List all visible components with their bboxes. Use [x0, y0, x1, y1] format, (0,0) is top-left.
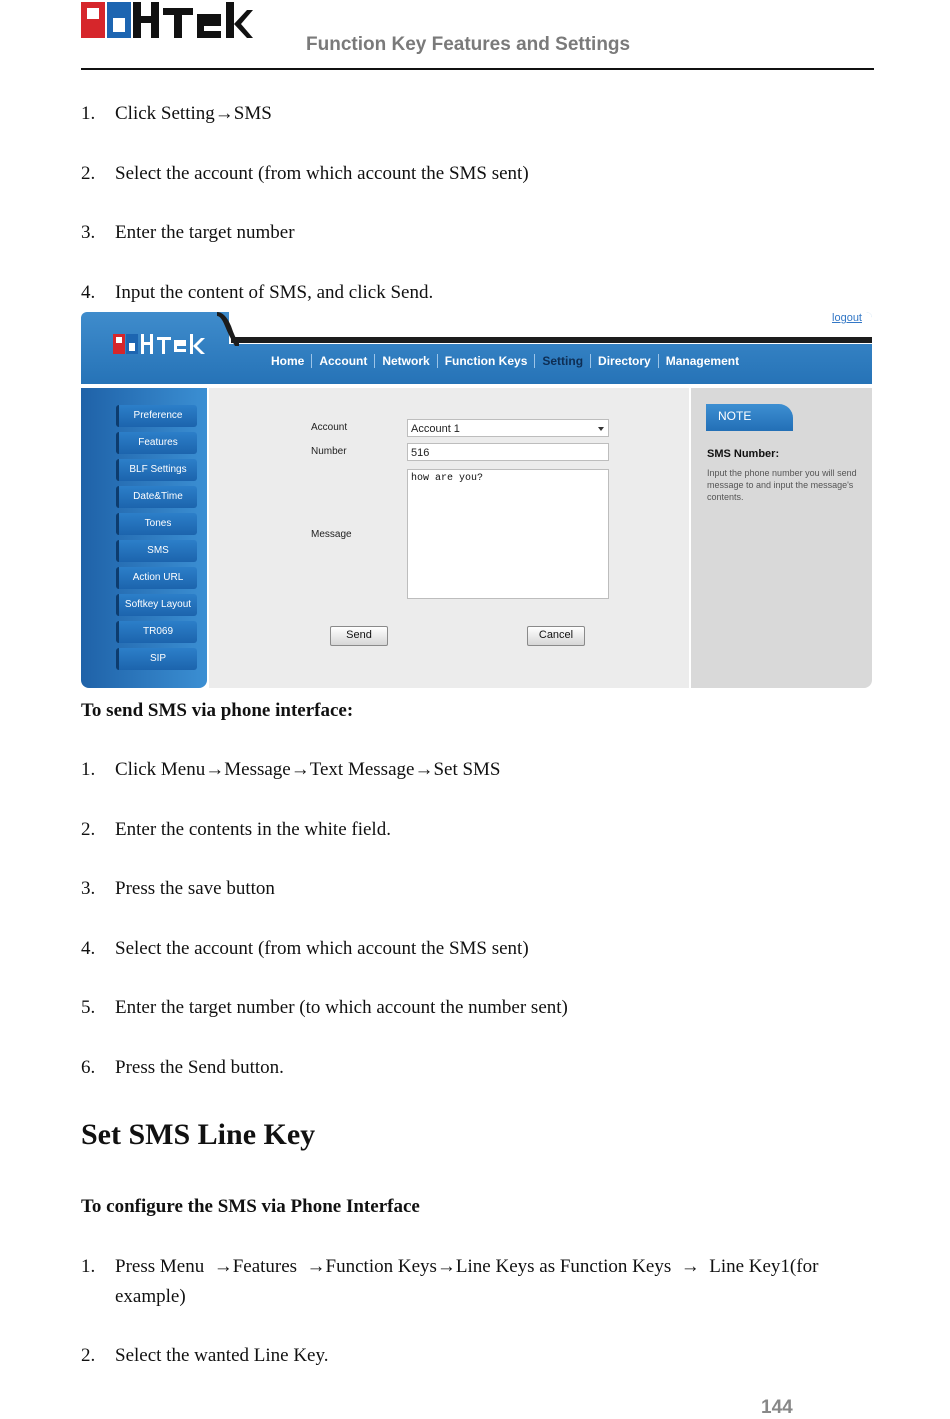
- step-text: Click Setting→SMS: [115, 103, 272, 124]
- step-number: 3.: [81, 878, 96, 899]
- sidebar-item-features[interactable]: Features: [116, 432, 197, 454]
- step-number: 2.: [81, 819, 96, 840]
- step-text: Select the account (from which account the SMS sent): [115, 938, 529, 959]
- web-ui-topbar: [81, 312, 872, 384]
- list-item: [81, 1053, 284, 1083]
- step-text: Select the account (from which account the SMS sent): [115, 163, 529, 184]
- account-label: Account: [311, 422, 348, 433]
- list-item: [81, 934, 529, 964]
- step-text: Enter the contents in the white field.: [115, 819, 391, 840]
- list-item-continuation: example): [115, 1286, 186, 1307]
- step-text: Click Menu→Message→Text Message→Set SMS: [115, 759, 501, 780]
- tab-network[interactable]: Network: [375, 354, 437, 368]
- sidebar-item-blf-settings[interactable]: BLF Settings: [116, 459, 197, 481]
- step-text: Enter the target number: [115, 222, 295, 243]
- list-item: [81, 159, 529, 189]
- web-ui-screenshot: [81, 312, 872, 689]
- tab-setting[interactable]: Setting: [535, 354, 591, 368]
- step-text: Enter the target number (to which account the number sent): [115, 997, 568, 1018]
- section-title: Set SMS Line Key: [81, 1118, 316, 1151]
- note-tab: NOTE: [706, 404, 793, 431]
- step-number: 4.: [81, 938, 96, 959]
- list-item: [81, 993, 568, 1023]
- list-item: [81, 815, 391, 845]
- header-divider: [81, 68, 874, 70]
- list-item: [81, 1252, 818, 1282]
- step-number: 2.: [81, 1345, 96, 1366]
- list-item: [81, 755, 501, 785]
- step-number: 3.: [81, 222, 96, 243]
- logout-link[interactable]: logout: [832, 312, 862, 324]
- account-select[interactable]: [407, 419, 609, 437]
- tab-management[interactable]: Management: [665, 354, 740, 368]
- step-number: 2.: [81, 163, 96, 184]
- sidebar-item-tones[interactable]: Tones: [116, 513, 197, 535]
- step-text: Press Menu →Features →Function Keys→Line Keys as Function Keys → Line Key1(for: [115, 1256, 819, 1277]
- step-number: 4.: [81, 282, 96, 303]
- sidebar-item-tr069[interactable]: TR069: [116, 621, 197, 643]
- sms-form: [209, 388, 689, 688]
- send-button[interactable]: Send: [330, 626, 388, 646]
- web-ui-body: [81, 388, 872, 689]
- phone-heading: To send SMS via phone interface:: [81, 700, 354, 721]
- sidebar-item-action-url[interactable]: Action URL: [116, 567, 197, 589]
- chevron-down-icon: [598, 427, 604, 431]
- step-text: Press the save button: [115, 878, 275, 899]
- note-panel: [691, 388, 872, 688]
- step-number: 1.: [81, 759, 96, 780]
- number-label: Number: [311, 446, 347, 457]
- page-number: 144: [761, 1397, 793, 1418]
- message-label: Message: [311, 529, 352, 540]
- web-ui-logo: [113, 334, 209, 356]
- account-select-value: Account 1: [411, 423, 460, 435]
- config-heading: To configure the SMS via Phone Interface: [81, 1196, 420, 1217]
- list-item: [81, 278, 433, 308]
- sidebar-item-date-time[interactable]: Date&Time: [116, 486, 197, 508]
- tab-directory[interactable]: Directory: [591, 354, 659, 368]
- sidebar-item-sms[interactable]: SMS: [116, 540, 197, 562]
- tab-function-keys[interactable]: Function Keys: [438, 354, 536, 368]
- step-number: 1.: [81, 103, 96, 124]
- sidebar-item-softkey-layout[interactable]: Softkey Layout: [116, 594, 197, 616]
- step-text: Select the wanted Line Key.: [115, 1345, 329, 1366]
- step-text: Input the content of SMS, and click Send.: [115, 282, 434, 303]
- tab-account[interactable]: Account: [312, 354, 375, 368]
- tab-home[interactable]: Home: [264, 354, 312, 368]
- cancel-button[interactable]: Cancel: [527, 626, 585, 646]
- step-text: Press the Send button.: [115, 1057, 284, 1078]
- list-item: [81, 874, 275, 904]
- note-title: SMS Number:: [707, 448, 780, 460]
- number-input[interactable]: 516: [407, 443, 609, 461]
- message-textarea[interactable]: how are you?: [407, 469, 609, 599]
- web-ui-nav: [264, 354, 746, 368]
- htek-logo: [81, 2, 253, 40]
- list-item: [81, 99, 272, 129]
- list-item: [81, 218, 295, 248]
- note-text: Input the phone number you will send message to and input the message's contents.: [707, 468, 857, 502]
- sidebar-item-preference[interactable]: Preference: [116, 405, 197, 427]
- step-number: 6.: [81, 1057, 96, 1078]
- step-number: 5.: [81, 997, 96, 1018]
- list-item: [81, 1341, 329, 1371]
- sidebar-item-sip[interactable]: SIP: [116, 648, 197, 670]
- header-title: Function Key Features and Settings: [306, 34, 631, 55]
- step-number: 1.: [81, 1256, 96, 1277]
- sidebar: [81, 388, 207, 688]
